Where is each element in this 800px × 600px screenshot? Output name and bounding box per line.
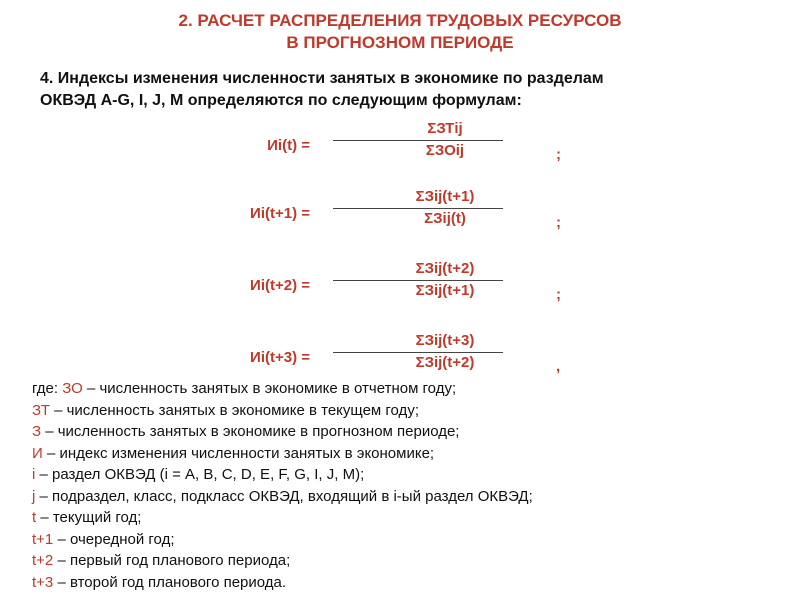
legend-line bbox=[32, 443, 792, 465]
legend-text: – численность занятых в экономике в текущем году; bbox=[49, 401, 419, 419]
formula-lhs: Иi(t+2) = bbox=[250, 277, 310, 294]
legend-symbol: t+3 bbox=[32, 573, 54, 591]
intro-line-1: 4. Индексы изменения численности занятых в экономике по разделам bbox=[40, 70, 604, 87]
intro-line-2: ОКВЭД А-G, I, J, М определяются по следующим формулам: bbox=[40, 92, 522, 109]
formula-denominator: ΣЗij(t+1) bbox=[415, 282, 475, 299]
legend-text: – численность занятых в экономике в отчетном году; bbox=[82, 380, 457, 397]
formula-lhs: Иi(t+1) = bbox=[250, 205, 310, 222]
legend-symbol: t bbox=[32, 509, 37, 526]
legend-text: – очередной год; bbox=[53, 530, 175, 548]
formula-numerator: ΣЗТij bbox=[427, 120, 463, 137]
title-line-1: 2. РАСЧЕТ РАСПРЕДЕЛЕНИЯ ТРУДОВЫХ РЕСУРСОВ bbox=[178, 11, 622, 30]
formula-lhs: Иi(t) = bbox=[267, 137, 310, 154]
legend-line bbox=[32, 529, 792, 551]
formula-numerator: ΣЗij(t+2) bbox=[415, 260, 475, 277]
legend-line bbox=[32, 378, 792, 400]
legend-text: – раздел ОКВЭД (i = А, В, С, D, E, F, G, I, J, M); bbox=[35, 466, 365, 483]
legend-line bbox=[32, 486, 792, 508]
legend-prefix: где: bbox=[32, 380, 63, 397]
legend-text: – численность занятых в экономике в прогнозном периоде; bbox=[41, 423, 460, 440]
legend-line bbox=[32, 421, 792, 443]
legend-line bbox=[32, 507, 792, 529]
fraction-bar bbox=[333, 280, 503, 281]
formula-1 bbox=[0, 120, 800, 172]
legend-line bbox=[32, 550, 792, 572]
legend-symbol: ЗТ bbox=[32, 401, 50, 419]
legend-symbol: j bbox=[32, 487, 36, 505]
legend-text: – второй год планового периода. bbox=[53, 573, 287, 591]
formula-separator: ; bbox=[556, 146, 561, 163]
fraction-bar bbox=[333, 352, 503, 353]
legend-text: – подраздел, класс, подкласс ОКВЭД, входящий в i-ый раздел ОКВЭД; bbox=[35, 487, 533, 505]
legend-symbol: t+2 bbox=[32, 552, 54, 569]
legend-text: – индекс изменения численности занятых в экономике; bbox=[42, 444, 435, 462]
formula-denominator: ΣЗij(t+2) bbox=[415, 354, 475, 371]
intro-paragraph bbox=[40, 68, 780, 112]
legend-line bbox=[32, 400, 792, 422]
formula-lhs: Иi(t+3) = bbox=[250, 349, 310, 366]
legend-text: – первый год планового периода; bbox=[53, 552, 291, 569]
legend-symbol: ЗО bbox=[62, 380, 83, 397]
legend-line bbox=[32, 464, 792, 486]
legend-symbol: З bbox=[32, 423, 42, 440]
formula-separator: , bbox=[556, 358, 561, 375]
legend-line bbox=[32, 572, 792, 594]
formula-separator: ; bbox=[556, 286, 561, 303]
fraction-bar bbox=[333, 140, 503, 141]
formula-denominator: ΣЗij(t) bbox=[424, 210, 466, 227]
fraction-bar bbox=[333, 208, 503, 209]
formula-denominator: ΣЗОij bbox=[425, 142, 465, 159]
legend-symbol: i bbox=[32, 466, 36, 483]
legend-symbol: t+1 bbox=[32, 530, 54, 548]
page-title bbox=[0, 10, 800, 54]
title-line-2: В ПРОГНОЗНОМ ПЕРИОДЕ bbox=[286, 33, 514, 52]
formula-separator: ; bbox=[556, 214, 561, 231]
formula-numerator: ΣЗij(t+3) bbox=[415, 332, 475, 349]
formula-numerator: ΣЗij(t+1) bbox=[415, 188, 475, 205]
legend-text: – текущий год; bbox=[36, 509, 142, 526]
legend bbox=[32, 378, 792, 593]
formula-3 bbox=[0, 260, 800, 312]
legend-symbol: И bbox=[32, 444, 43, 462]
formula-2 bbox=[0, 188, 800, 240]
